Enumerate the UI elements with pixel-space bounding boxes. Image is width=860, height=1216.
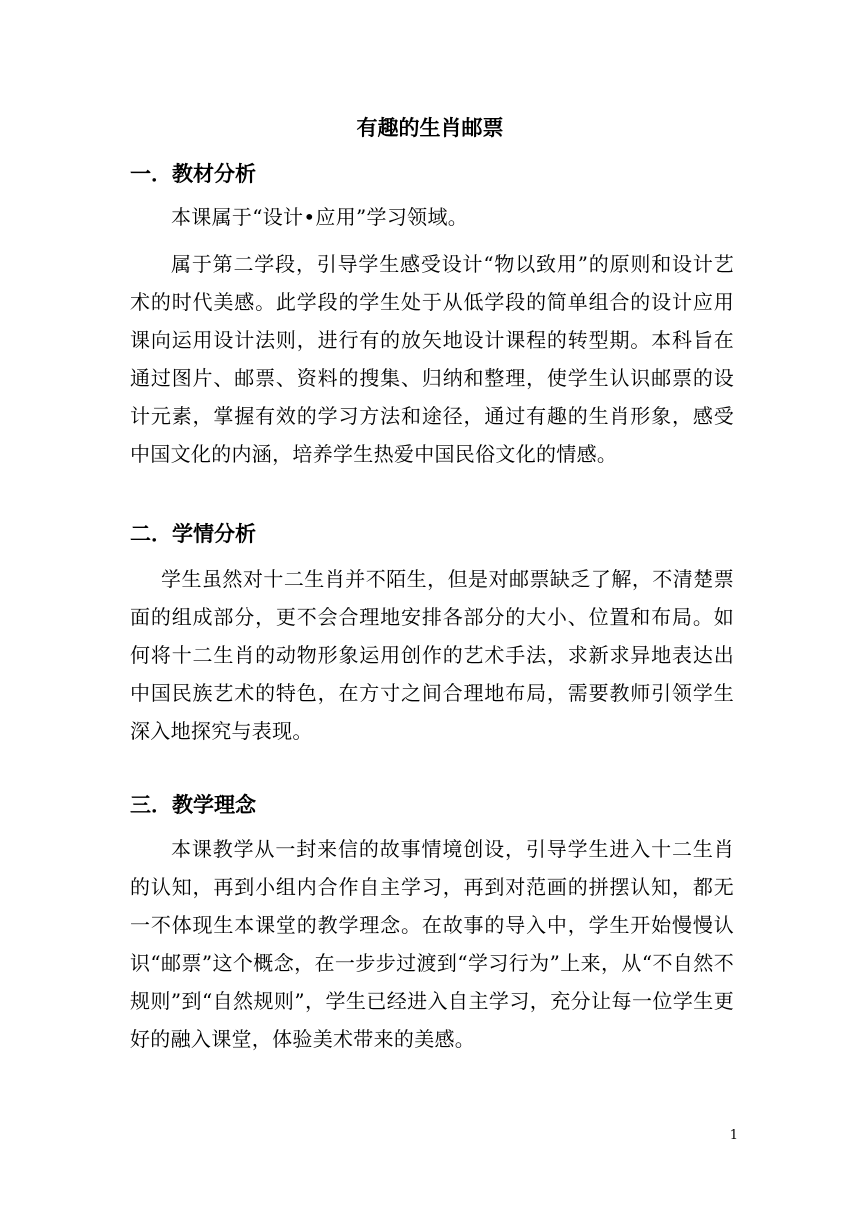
section-heading-student-analysis: 二．学情分析 [130,522,256,546]
section-heading-teaching-philosophy: 三．教学理念 [130,793,256,817]
paragraph-textbook-detail: 属于第二学段，引导学生感受设计“物以致用”的原则和设计艺术的时代美感。此学段的学生处于从低学段的简单组合的设计应用课向运用设计法则，进行有的放矢地设计课程的转型期。本科旨在通过图片、邮票、资料的搜集、归纳和整理，使学生认识邮票的设计元素，掌握有效的学习方法和途径，通过有趣的生肖形象，感受中国文化的内涵，培养学生热爱中国民俗文化的情感。 [130,252,734,466]
page-number: 1 [729,1128,738,1143]
paragraph-textbook-domain: 本课属于“设计•应用”学习领域。 [171,205,469,229]
paragraph-student-analysis: 学生虽然对十二生肖并不陌生，但是对邮票缺乏了解，不清楚票面的组成部分，更不会合理地安排各部分的大小、位置和布局。如何将十二生肖的动物形象运用创作的艺术手法，求新求异地表达出中国民族艺术的特色，在方寸之间合理地布局，需要教师引领学生深入地探究与表现。 [130,567,734,743]
section-heading-textbook-analysis: 一．教材分析 [130,162,256,186]
document-title: 有趣的生肖邮票 [356,116,504,140]
paragraph-teaching-philosophy: 本课教学从一封来信的故事情境创设，引导学生进入十二生肖的认知，再到小组内合作自主学习，再到对范画的拼摆认知，都无一不体现生本课堂的教学理念。在故事的导入中，学生开始慢慢认识“邮票”这个概念，在一步步过渡到“学习行为”上来，从“不自然不规则”到“自然规则”，学生已经进入自主学习，充分让每一位学生更好的融入课堂，体验美术带来的美感。 [130,837,734,1051]
